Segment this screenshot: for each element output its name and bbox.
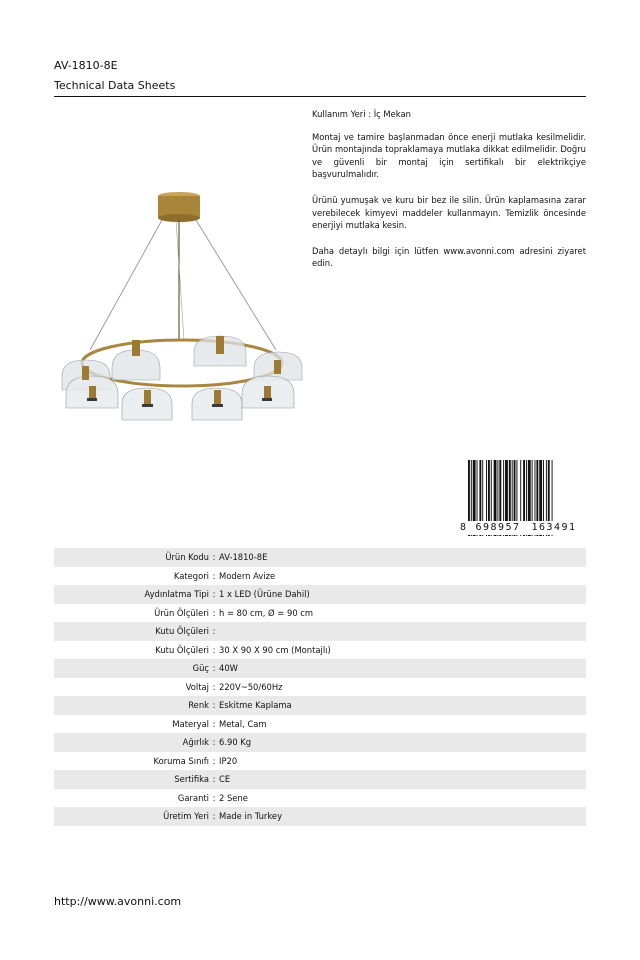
spec-row — [54, 548, 586, 567]
spec-separator: : — [212, 700, 216, 711]
barcode-digits-left: 698957 — [475, 522, 521, 533]
spec-row — [54, 715, 586, 734]
spec-label: Koruma Sınıfı — [153, 755, 209, 766]
spec-separator: : — [212, 626, 216, 637]
spec-label: Aydınlatma Tipi — [144, 589, 209, 600]
spec-value: Made in Turkey — [219, 811, 283, 822]
spec-label: Renk — [188, 700, 209, 711]
spec-value: 40W — [219, 663, 238, 674]
spec-row — [54, 696, 586, 715]
safety-paragraph: Montaj ve tamire başlanmadan önce enerji mutlaka kesilmelidir. Ürün montajında topraklamaya mutlaka dikkat edilmelidir. Doğru ve güvenli bir montaj için sertifikalı bir elektrikçiye başvurulmalıdır. — [312, 131, 586, 180]
footer-url[interactable]: http://www.avonni.com — [54, 895, 182, 908]
spec-label: Garanti — [177, 792, 209, 803]
spec-row — [54, 641, 586, 660]
document-subtitle: Technical Data Sheets — [54, 79, 176, 92]
spec-value: Modern Avize — [219, 570, 276, 581]
spec-row — [54, 770, 586, 789]
spec-value: 2 Sene — [219, 792, 248, 803]
spec-separator: : — [212, 811, 216, 822]
spec-label: Kutu Ölçüleri — [155, 644, 209, 655]
spec-label: Ürün Ölçüleri — [154, 607, 209, 618]
product-code-title: AV-1810-8E — [54, 59, 118, 72]
spec-separator: : — [212, 718, 216, 729]
spec-row — [54, 622, 586, 641]
spec-label: Kategori — [173, 570, 209, 581]
spec-separator: : — [212, 570, 216, 581]
cleaning-paragraph: Ürünü yumuşak ve kuru bir bez ile silin. Ürün kaplamasına zarar verebilecek kimyevi maddeler kullanmayın. Temizlik öncesinde enerjiyi mutlaka kesin. — [312, 194, 586, 231]
spec-value: h = 80 cm, Ø = 90 cm — [219, 607, 314, 618]
spec-value: 30 X 90 X 90 cm (Montajlı) — [219, 644, 331, 655]
spec-separator: : — [212, 792, 216, 803]
spec-separator: : — [212, 644, 216, 655]
spec-label: Ağırlık — [182, 737, 209, 748]
spec-label: Güç — [192, 663, 209, 674]
spec-row — [54, 789, 586, 808]
spec-label: Kutu Ölçüleri — [155, 626, 209, 637]
spec-separator: : — [212, 774, 216, 785]
usage-location: Kullanım Yeri : İç Mekan — [312, 109, 411, 119]
spec-value: CE — [219, 774, 231, 785]
spec-value: 6.90 Kg — [219, 737, 252, 748]
spec-value: IP20 — [219, 755, 238, 766]
usage-info-panel — [312, 108, 586, 283]
spec-row — [54, 567, 586, 586]
chandelier-product-image — [54, 190, 308, 440]
spec-row — [54, 807, 586, 826]
barcode-digit-first: 8 — [459, 522, 467, 533]
spec-separator: : — [212, 737, 216, 748]
spec-row — [54, 604, 586, 623]
barcode-number — [456, 521, 586, 535]
spec-label: Sertifika — [174, 774, 209, 785]
spec-row — [54, 733, 586, 752]
spec-separator: : — [212, 755, 216, 766]
spec-value: Eskitme Kaplama — [219, 700, 292, 711]
spec-row — [54, 659, 586, 678]
spec-label: Üretim Yeri — [163, 811, 209, 822]
spec-value: 220V~50/60Hz — [219, 681, 283, 692]
spec-separator: : — [212, 663, 216, 674]
spec-row — [54, 752, 586, 771]
barcode-digits-right: 163491 — [531, 522, 577, 533]
document-header — [54, 58, 586, 94]
spec-row — [54, 585, 586, 604]
spec-label: Materyal — [172, 718, 209, 729]
header-divider — [54, 96, 586, 97]
spec-separator: : — [212, 681, 216, 692]
spec-separator: : — [212, 552, 216, 563]
spec-table — [54, 548, 586, 826]
spec-value: Metal, Cam — [219, 718, 267, 729]
spec-value: AV-1810-8E — [219, 552, 268, 563]
website-paragraph: Daha detaylı bilgi için lütfen www.avonni.com adresini ziyaret edin. — [312, 245, 586, 269]
spec-separator: : — [212, 607, 216, 618]
spec-label: Ürün Kodu — [165, 552, 209, 563]
spec-value: 1 x LED (Ürüne Dahil) — [219, 589, 310, 600]
spec-row — [54, 678, 586, 697]
spec-separator: : — [212, 589, 216, 600]
spec-label: Voltaj — [185, 681, 209, 692]
